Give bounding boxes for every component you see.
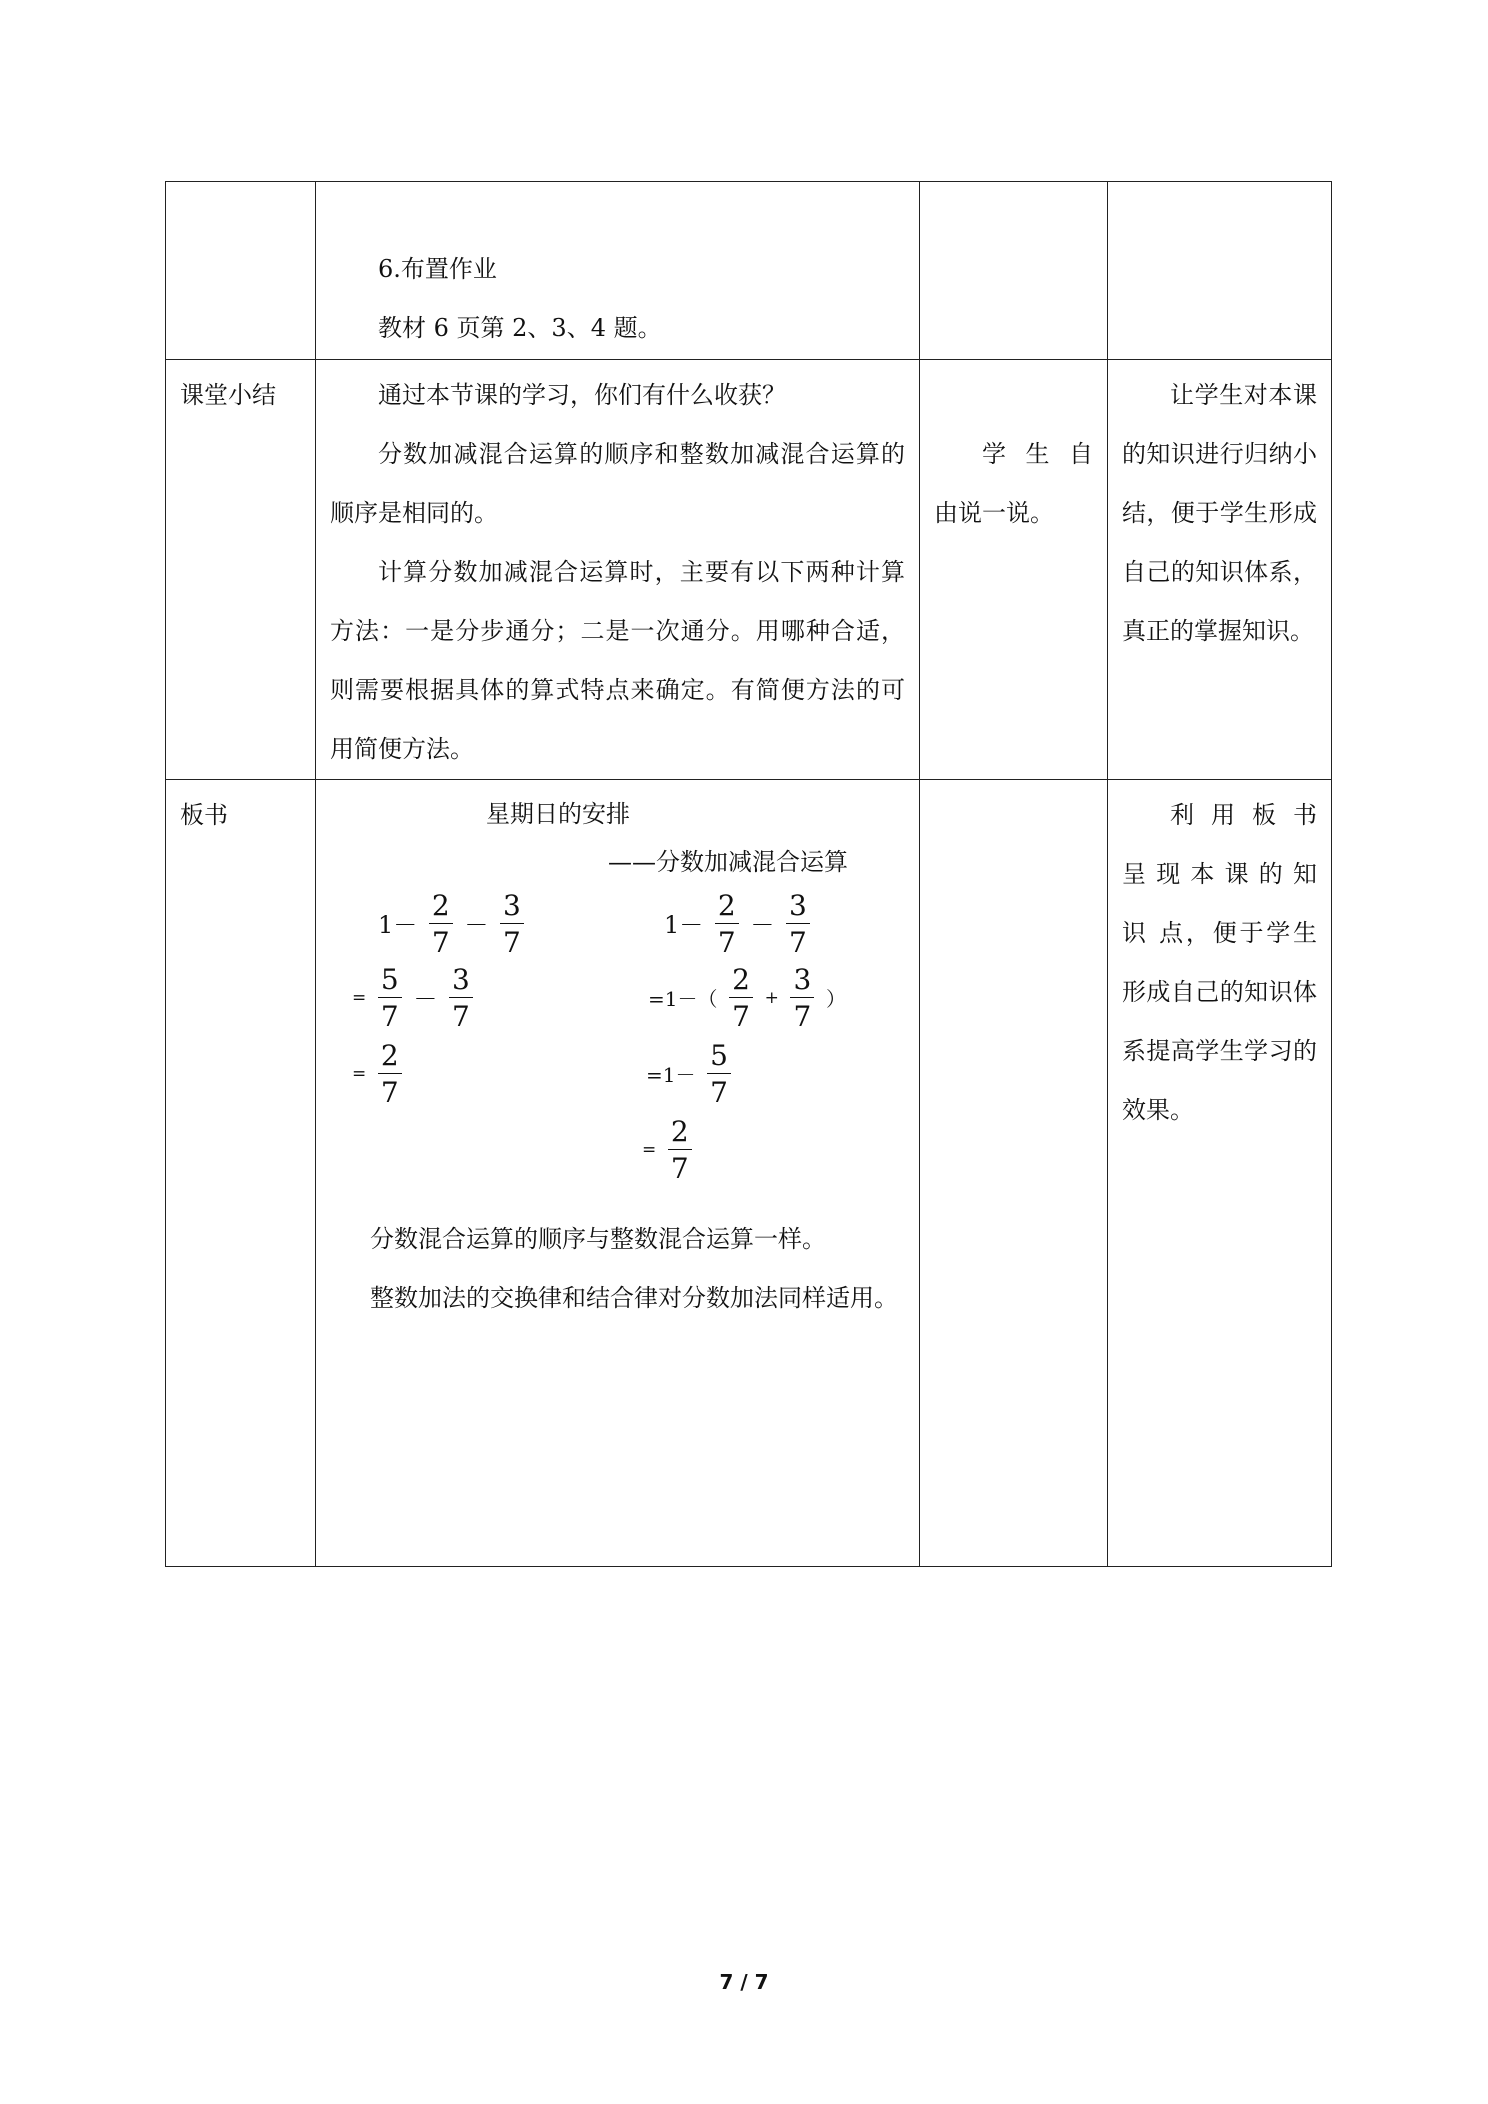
content-cell [316, 360, 920, 780]
homework-detail: 教材 6 页第 2、3、4 题。 [378, 314, 662, 342]
row-label-summary: 课堂小结 [180, 381, 276, 409]
student-cell [920, 182, 1108, 360]
fraction: $\frac{3}{7}$ [500, 892, 524, 957]
left-calc-line-1: 1－ $\frac{2}{7}$ － $\frac{3}{7}$ [378, 892, 528, 957]
student-cell [920, 360, 1108, 780]
label-cell [166, 780, 316, 1567]
label-cell [166, 182, 316, 360]
student-activity: 学 生 自 由说一说。 [934, 440, 1093, 527]
right-calc-line-4: = $\frac{2}{7}$ [642, 1118, 696, 1183]
right-calc-line-2: =1－（ $\frac{2}{7}$ + $\frac{3}{7}$ ） [648, 963, 846, 1033]
student-cell [920, 780, 1108, 1567]
board-writing [316, 780, 919, 1210]
content-cell [316, 780, 920, 1567]
fraction: $\frac{2}{7}$ [429, 892, 453, 957]
label-cell [166, 360, 316, 780]
summary-question: 通过本节课的学习，你们有什么收获？ [378, 381, 786, 409]
fraction: $\frac{2}{7}$ [729, 966, 753, 1031]
board-title: 星期日的安排 [486, 800, 630, 828]
row-label-board: 板书 [180, 801, 228, 829]
right-calc-line-1: 1－ $\frac{2}{7}$ － $\frac{3}{7}$ [664, 892, 814, 957]
page-number: 7 / 7 [719, 1970, 769, 1994]
fraction: $\frac{2}{7}$ [668, 1118, 692, 1183]
left-calc-line-2: = $\frac{5}{7}$ － $\frac{3}{7}$ [352, 966, 477, 1031]
summary-point-methods: 计算分数加减混合运算时，主要有以下两种计算方法：一是分步通分；二是一次通分。用哪种合适，则需要根据具体的算式特点来确定。有简便方法的可用简便方法。 [330, 558, 905, 763]
left-calc-line-3: = $\frac{2}{7}$ [352, 1042, 406, 1107]
homework-heading: 6.布置作业 [378, 255, 497, 283]
summary-point-order: 分数加减混合运算的顺序和整数加减混合运算的顺序是相同的。 [330, 440, 905, 527]
fraction: $\frac{3}{7}$ [449, 966, 473, 1031]
fraction: $\frac{2}{7}$ [378, 1042, 402, 1107]
content-cell [316, 182, 920, 360]
fraction: $\frac{5}{7}$ [707, 1042, 731, 1107]
summary-intent: 让学生对本课的知识进行归纳小结，便于学生形成自己的知识体系，真正的掌握知识。 [1122, 381, 1317, 645]
lesson-plan-table [165, 181, 1332, 1567]
table-row-homework [166, 182, 1332, 360]
board-note-laws: 整数加法的交换律和结合律对分数加法同样适用。 [370, 1284, 898, 1312]
intent-cell [1108, 360, 1332, 780]
fraction: $\frac{2}{7}$ [715, 892, 739, 957]
board-intent: 利 用 板 书 呈 现 本 课 的 知 识 点，便于学生形成自己的知识体系提高学生学习的效果。 [1122, 801, 1317, 1124]
board-note-order: 分数混合运算的顺序与整数混合运算一样。 [370, 1225, 826, 1253]
fraction: $\frac{5}{7}$ [378, 966, 402, 1031]
fraction: $\frac{3}{7}$ [790, 966, 814, 1031]
table-row-board [166, 780, 1332, 1567]
table-row-summary [166, 360, 1332, 780]
fraction: $\frac{3}{7}$ [786, 892, 810, 957]
intent-cell [1108, 780, 1332, 1567]
board-subtitle: ——分数加减混合运算 [608, 848, 848, 876]
intent-cell [1108, 182, 1332, 360]
right-calc-line-3: =1－ $\frac{5}{7}$ [646, 1042, 735, 1107]
